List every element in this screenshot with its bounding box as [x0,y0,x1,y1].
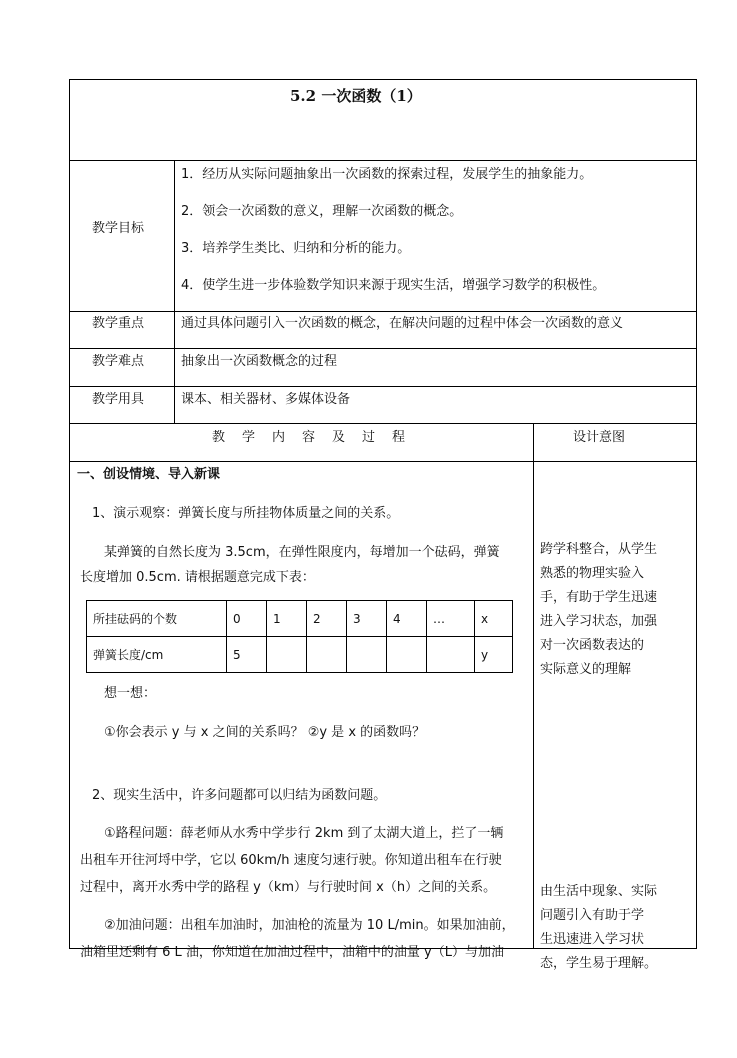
content-header: 教学内容及过程 [212,430,423,445]
questions-text: ①你会表示 y 与 x 之间的关系吗？ ②y 是 x 的函数吗？ [104,725,426,740]
difficulties-value: 抽象出一次函数概念的过程 [181,354,338,369]
fuel-problem: 油箱里还剩有 6 L 油，你知道在加油过程中，油箱中的油量 y（L）与加油 [80,945,504,960]
design-note-line: 由生活中现象、实际 [540,884,658,899]
table-cell: 0 [227,601,267,637]
design-note-line: 跨学科整合，从学生 [540,542,658,557]
tools-label: 教学用具 [92,392,145,407]
difficulties-label: 教学难点 [92,354,145,369]
row-divider [69,348,697,349]
table-cell: 3 [347,601,387,637]
design-note-line: 问题引入有助于学 [540,908,645,923]
row-divider [69,461,697,462]
demo-text: 1、演示观察：弹簧长度与所挂物体质量之间的关系。 [92,506,400,521]
table-cell: 1 [267,601,307,637]
table-cell: 所挂砝码的个数 [87,601,227,637]
design-note-line: 手，有助于学生迅速 [540,590,658,605]
objective-item: 1．经历从实际问题抽象出一次函数的探索过程，发展学生的抽象能力。 [181,167,593,182]
real-life-text: 2、现实生活中，许多问题都可以归结为函数问题。 [92,788,387,803]
table-row [87,637,513,673]
table-cell: 弹簧长度/cm [87,637,227,673]
table-cell: 4 [387,601,427,637]
table-cell [267,637,307,673]
tools-value: 课本、相关器材、多媒体设备 [181,392,351,407]
design-note-line: 熟悉的物理实验入 [540,566,645,581]
row-divider [69,423,697,424]
section-heading: 一、创设情境、导入新课 [77,467,221,482]
route-problem: ①路程问题：薛老师从水秀中学步行 2km 到了太湖大道上，拦了一辆 [104,826,504,841]
design-note-line: 态，学生易于理解。 [540,956,658,971]
table-cell: x [475,601,513,637]
column-divider [533,423,534,949]
design-note [540,538,690,682]
key-points-value: 通过具体问题引入一次函数的概念，在解决问题的过程中体会一次函数的意义 [181,316,624,331]
page-title: 5.2 一次函数（1） [290,87,422,105]
design-note-line: 实际意义的理解 [540,662,632,677]
objectives-label: 教学目标 [92,221,145,236]
row-divider [69,160,697,161]
spring-table [86,600,513,673]
table-row [87,601,513,637]
row-divider [69,386,697,387]
spring-description: 某弹簧的自然长度为 3.5cm，在弹性限度内，每增加一个砝码，弹簧 [104,545,500,560]
think-label: 想一想： [104,686,157,701]
design-note-line: 生迅速进入学习状 [540,932,645,947]
table-cell [387,637,427,673]
spring-description: 长度增加 0.5cm. 请根据题意完成下表： [80,570,315,585]
table-cell: 2 [307,601,347,637]
fuel-problem: ②加油问题：出租车加油时，加油枪的流量为 10 L/min。如果加油前， [104,918,515,933]
objective-item: 3．培养学生类比、归纳和分析的能力。 [181,241,411,256]
design-note-line: 对一次函数表达的 [540,638,645,653]
design-note [540,880,690,976]
row-divider [69,311,697,312]
objective-item: 2．领会一次函数的意义，理解一次函数的概念。 [181,204,463,219]
route-problem: 过程中，离开水秀中学的路程 y（km）与行驶时间 x（h）之间的关系。 [80,880,497,895]
table-cell: 5 [227,637,267,673]
table-cell [347,637,387,673]
design-header: 设计意图 [573,430,626,445]
table-cell [427,637,475,673]
table-cell [307,637,347,673]
objective-item: 4．使学生进一步体验数学知识来源于现实生活，增强学习数学的积极性。 [181,278,606,293]
column-divider [174,160,175,424]
key-points-label: 教学重点 [92,316,145,331]
design-note-line: 进入学习状态，加强 [540,614,658,629]
table-cell: … [427,601,475,637]
table-cell: y [475,637,513,673]
route-problem: 出租车开往河埒中学，它以 60km/h 速度匀速行驶。你知道出租车在行驶 [80,853,502,868]
